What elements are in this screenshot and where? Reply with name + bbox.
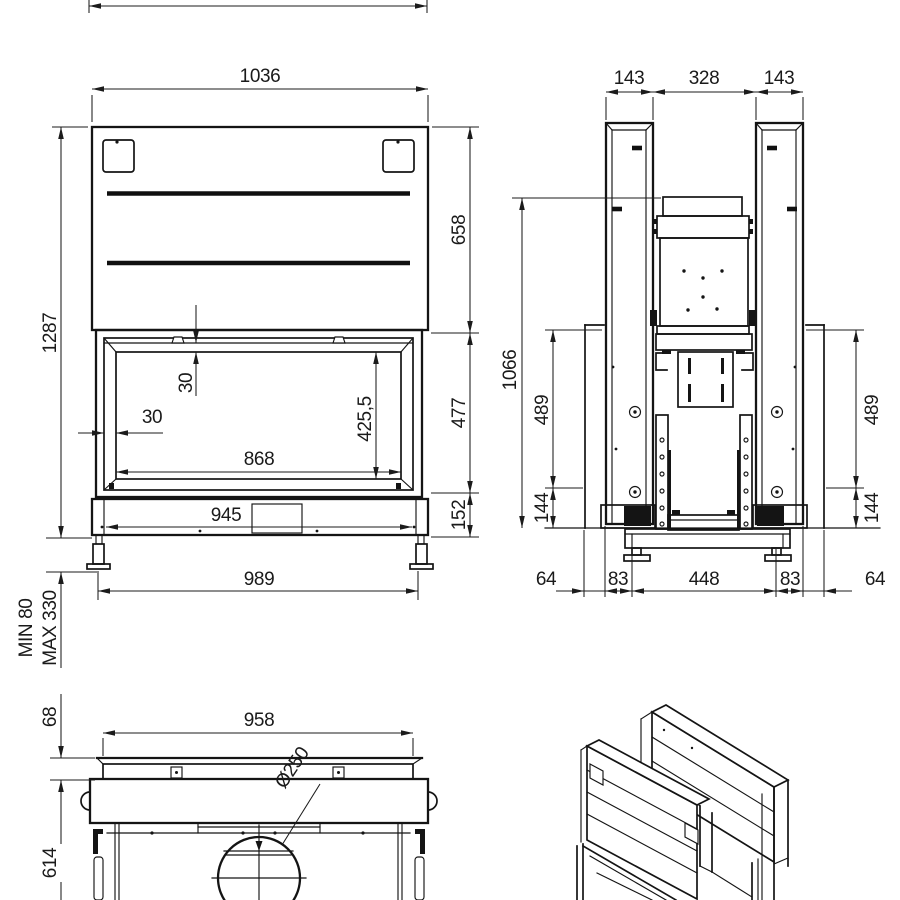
dim-side-duct-rear: 143 [763, 68, 795, 89]
dim-side-floor-rear: 64 [864, 569, 886, 590]
dim-front-glass-width: 868 [243, 449, 275, 470]
dim-front-frame-offset-side: 30 [141, 407, 163, 428]
dim-front-frame-offset-top: 30 [176, 372, 197, 394]
dim-front-door-section: 477 [449, 397, 470, 429]
front-air-vents [103, 140, 414, 172]
side-dimensions [500, 68, 886, 597]
front-legs [87, 535, 433, 569]
front-base [92, 499, 428, 535]
flue-outlet [212, 743, 320, 900]
top-dimensions [40, 694, 413, 900]
dim-side-rear-height: 1066 [500, 349, 521, 391]
dim-front-inner-width: 945 [210, 505, 242, 526]
dim-side-duct-front: 143 [613, 68, 645, 89]
dim-side-panel-lower-left: 144 [532, 492, 553, 524]
dim-side-base-depth: 448 [688, 569, 720, 590]
isometric-view [577, 705, 788, 900]
dim-front-top-section: 658 [449, 214, 470, 246]
dim-top-body-depth: 614 [40, 847, 61, 879]
front-louvres [107, 194, 410, 264]
dim-front-legs-min: MIN 80 [16, 598, 37, 658]
dim-front-feet-span: 989 [243, 569, 275, 590]
side-base [545, 505, 880, 561]
dim-front-overall-width: 1036 [239, 66, 281, 87]
dim-side-duct-gap: 328 [688, 68, 720, 89]
flue-leader-line [282, 784, 320, 845]
side-wall-panels [585, 325, 824, 528]
dim-side-panel-upper-left: 489 [532, 394, 553, 426]
side-flue-assembly [650, 197, 756, 354]
top-view [40, 694, 437, 900]
dim-front-legs-max: MAX 330 [40, 590, 61, 666]
dim-side-panel-upper-right: 489 [862, 394, 883, 426]
side-ducts [606, 123, 803, 524]
hinge-pin-left [81, 792, 90, 810]
dim-side-inset-front: 83 [607, 569, 629, 590]
dim-side-inset-rear: 83 [779, 569, 801, 590]
glass-clip-right [333, 337, 345, 343]
base-notch [252, 504, 302, 533]
dim-top-plate-depth: 68 [40, 706, 61, 728]
front-body [92, 127, 428, 330]
front-view [16, 0, 479, 668]
dim-top-flue-diameter: Ø250 [271, 743, 314, 793]
dim-front-base-section: 152 [449, 499, 470, 531]
dim-front-overall-height: 1287 [40, 312, 61, 354]
dim-front-glass-height: 425,5 [355, 396, 376, 442]
dim-top-plate-width: 958 [243, 710, 275, 731]
dim-side-floor-front: 64 [535, 569, 557, 590]
hinge-pin-right [428, 792, 437, 810]
side-rails [656, 415, 752, 530]
dim-side-panel-lower-right: 144 [862, 492, 883, 524]
top-plate [97, 758, 422, 779]
side-view [500, 68, 886, 597]
glass-clip-left [172, 337, 184, 343]
side-mount-bracket [656, 352, 753, 407]
